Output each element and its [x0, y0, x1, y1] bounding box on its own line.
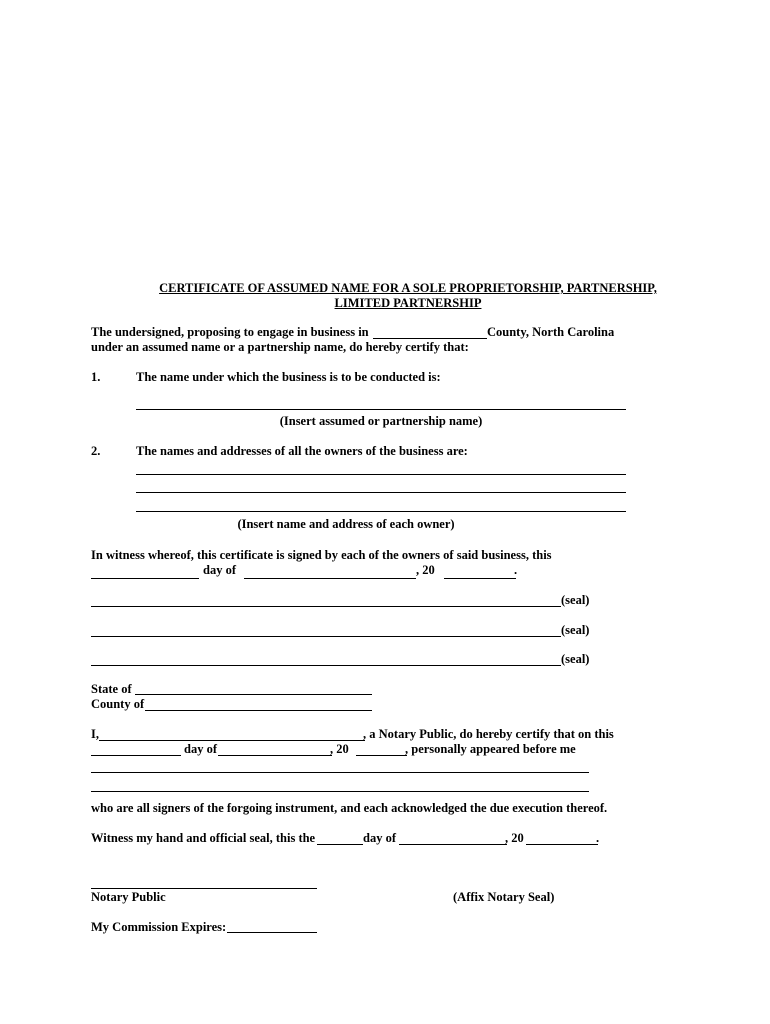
notary-cert-prefix: I,: [91, 727, 99, 741]
witness-seal-year-blank[interactable]: [526, 844, 598, 845]
notary-appeared-text: , personally appeared before me: [405, 742, 576, 756]
witness-seal-period: .: [596, 831, 600, 845]
notary-year-blank[interactable]: [356, 755, 407, 756]
item-2-text: The names and addresses of all the owners of the business are:: [136, 444, 468, 458]
county-label: County of: [91, 697, 145, 711]
state-blank[interactable]: [135, 694, 372, 695]
witness-year-blank[interactable]: [444, 578, 516, 579]
business-name-blank[interactable]: [136, 409, 626, 410]
witness-seal-month-blank[interactable]: [399, 844, 507, 845]
notary-day-of-label: day of: [184, 742, 217, 756]
commission-expires-label: My Commission Expires:: [91, 920, 227, 934]
notary-month-blank[interactable]: [218, 755, 332, 756]
witness-month-blank[interactable]: [244, 578, 416, 579]
witness-text: In witness whereof, this certificate is signed by each of the owners of said business, this: [91, 548, 552, 562]
notary-public-label: Notary Public: [91, 890, 166, 904]
witness-seal-day-of-label: day of: [363, 831, 396, 845]
notary-name-blank[interactable]: [99, 740, 365, 741]
form-title-line-2: LIMITED PARTNERSHIP: [334, 296, 482, 310]
witness-period: .: [514, 563, 518, 577]
witness-year-label: , 20: [416, 563, 435, 577]
seal-label-1: (seal): [561, 593, 590, 607]
owners-caption: (Insert name and address of each owner): [237, 517, 455, 531]
state-label: State of: [91, 682, 132, 696]
signers-acknowledgment-text: who are all signers of the forgoing instrument, and each acknowledged the due execution thereof.: [91, 801, 608, 815]
witness-seal-prefix: Witness my hand and official seal, this the: [91, 831, 316, 845]
business-name-caption: (Insert assumed or partnership name): [279, 414, 483, 428]
owner-blank-1[interactable]: [136, 474, 626, 475]
signer-names-blank-1[interactable]: [91, 772, 589, 773]
seal-label-3: (seal): [561, 652, 590, 666]
intro-text-part-2: County, North Carolina: [487, 325, 615, 339]
seal-label-2: (seal): [561, 623, 590, 637]
owner-blank-3[interactable]: [136, 511, 626, 512]
commission-expires-blank[interactable]: [227, 932, 317, 933]
witness-day-of-label: day of: [203, 563, 236, 577]
witness-day-blank[interactable]: [91, 578, 199, 579]
affix-notary-seal-label: (Affix Notary Seal): [453, 890, 555, 904]
intro-text-line-2: under an assumed name or a partnership name, do hereby certify that:: [91, 340, 469, 354]
witness-seal-day-blank[interactable]: [317, 844, 363, 845]
notary-year-label: , 20: [330, 742, 349, 756]
owner-signature-line-1[interactable]: [91, 606, 561, 607]
notary-day-blank[interactable]: [91, 755, 181, 756]
owner-signature-line-3[interactable]: [91, 665, 561, 666]
signer-names-blank-2[interactable]: [91, 791, 589, 792]
notary-signature-line[interactable]: [91, 888, 317, 889]
form-title-line-1: CERTIFICATE OF ASSUMED NAME FOR A SOLE PROPRIETORSHIP, PARTNERSHIP,: [159, 281, 657, 295]
owner-blank-2[interactable]: [136, 492, 626, 493]
item-1-number: 1.: [91, 370, 101, 384]
notary-cert-suffix: , a Notary Public, do hereby certify that on this: [363, 727, 614, 741]
owner-signature-line-2[interactable]: [91, 636, 561, 637]
intro-text-part-1: The undersigned, proposing to engage in business in: [91, 325, 369, 339]
item-1-text: The name under which the business is to be conducted is:: [136, 370, 441, 384]
witness-seal-year-label: , 20: [505, 831, 524, 845]
item-2-number: 2.: [91, 444, 101, 458]
county-blank[interactable]: [373, 338, 487, 339]
county-of-blank[interactable]: [145, 710, 372, 711]
